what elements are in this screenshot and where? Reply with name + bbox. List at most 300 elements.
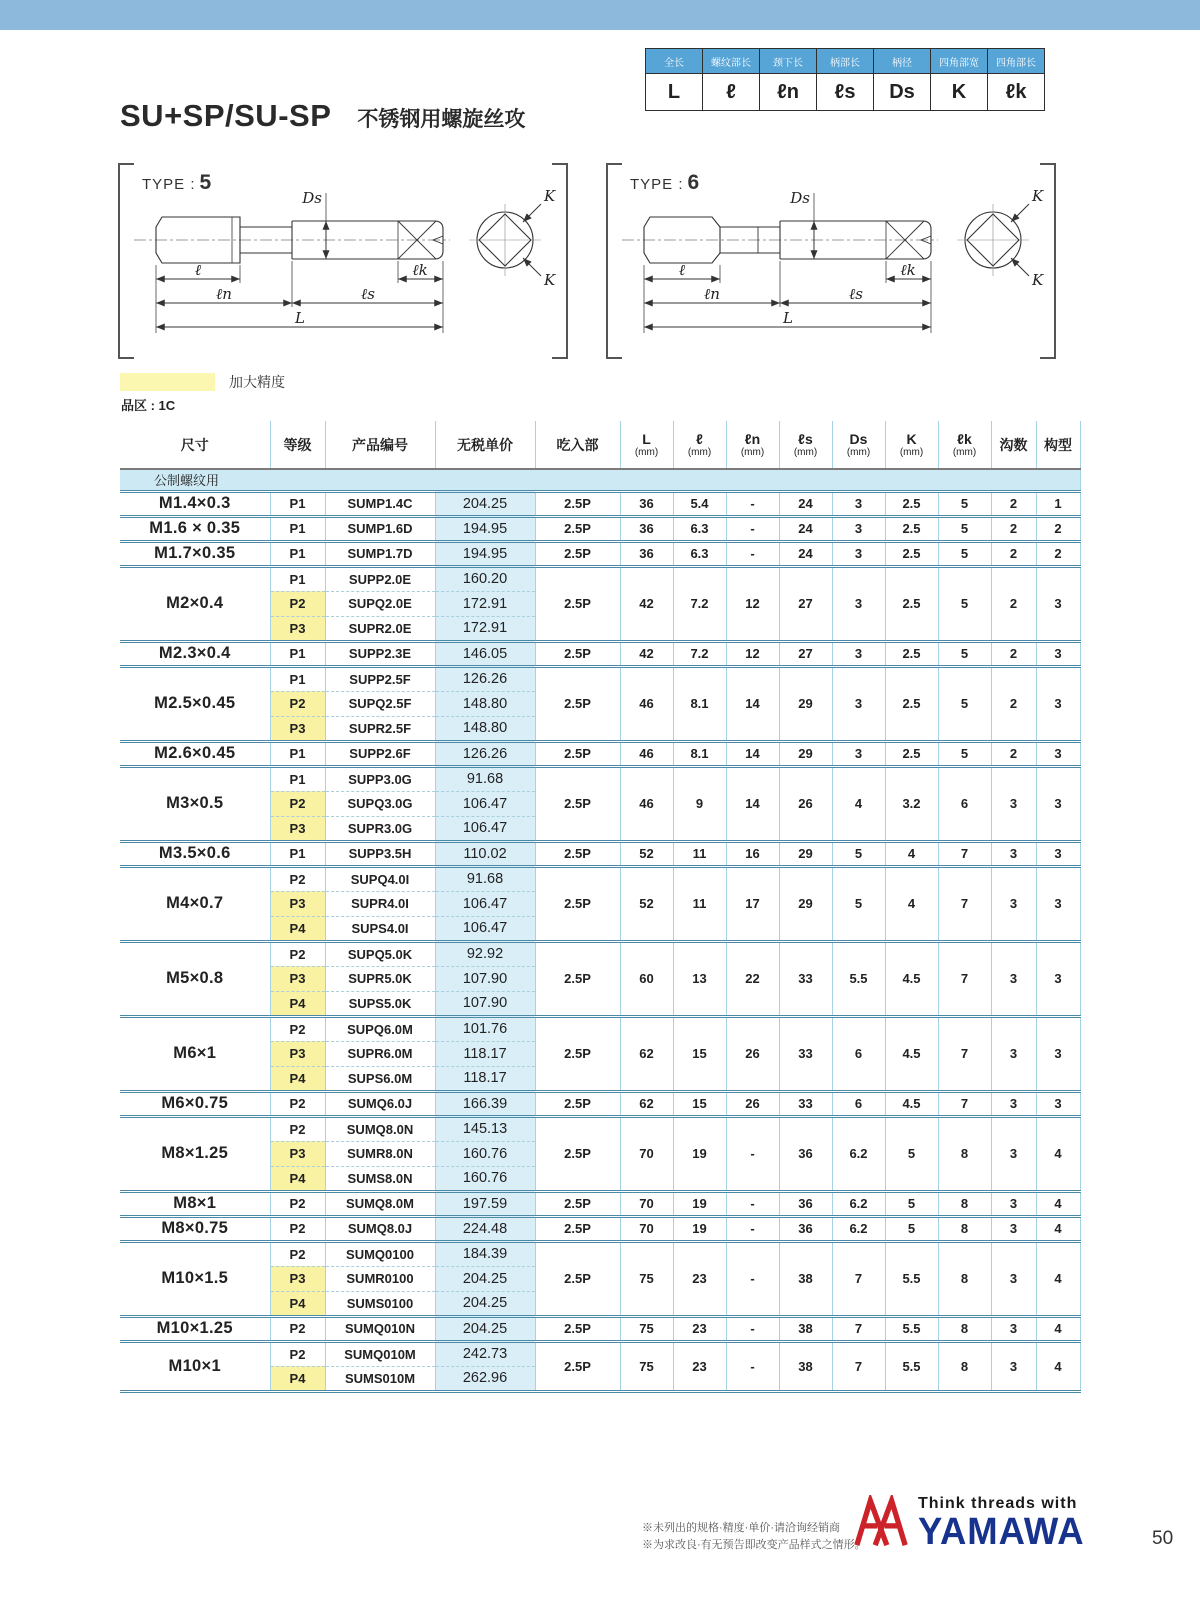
spec-header-label: Ds — [849, 431, 868, 447]
form-cell: 3 — [1036, 741, 1080, 766]
flutes-cell: 3 — [991, 1341, 1036, 1391]
L-cell: 52 — [620, 841, 673, 866]
legend-symbol-cell: ℓs — [817, 74, 874, 111]
ls-cell: 38 — [779, 1241, 832, 1316]
L-cell: 36 — [620, 491, 673, 516]
Ds-cell: 4 — [832, 766, 885, 841]
K-cell: 5.5 — [885, 1241, 938, 1316]
Ds-cell: 3 — [832, 491, 885, 516]
lk-cell: 7 — [938, 1091, 991, 1116]
grade-cell: P1 — [270, 766, 325, 791]
spec-table — [120, 421, 1081, 1393]
size-cell: M8×0.75 — [120, 1216, 270, 1241]
code-cell: SUPP3.0G — [325, 766, 435, 791]
form-cell: 4 — [1036, 1341, 1080, 1391]
K-cell: 3.2 — [885, 766, 938, 841]
code-cell: SUMS0100 — [325, 1291, 435, 1316]
dimension-legend-table — [645, 48, 1045, 111]
flutes-cell: 2 — [991, 491, 1036, 516]
eat-cell: 2.5P — [535, 941, 620, 1016]
K-cell: 5 — [885, 1116, 938, 1191]
size-cell: M3×0.5 — [120, 766, 270, 841]
code-cell: SUPP3.5H — [325, 841, 435, 866]
eat-cell: 2.5P — [535, 1316, 620, 1341]
flutes-cell: 2 — [991, 641, 1036, 666]
form-cell: 3 — [1036, 566, 1080, 641]
spec-table-wrap — [120, 421, 1080, 1393]
ls-cell: 27 — [779, 566, 832, 641]
highlight-legend-label: 加大精度 — [229, 374, 285, 390]
price-cell: 160.76 — [435, 1166, 535, 1191]
K-cell: 5 — [885, 1191, 938, 1216]
Ds-cell: 3 — [832, 541, 885, 566]
L-cell: 70 — [620, 1116, 673, 1191]
flutes-cell: 3 — [991, 766, 1036, 841]
dim-label-K-bottom: K — [544, 271, 556, 289]
eat-cell: 2.5P — [535, 1241, 620, 1316]
spec-header-cell — [270, 421, 325, 469]
size-cell: M1.4×0.3 — [120, 491, 270, 516]
lk-cell: 7 — [938, 866, 991, 941]
lk-cell: 8 — [938, 1341, 991, 1391]
ls-cell: 26 — [779, 766, 832, 841]
spec-header-cell — [938, 421, 991, 469]
grade-cell: P2 — [270, 591, 325, 616]
ls-cell: 29 — [779, 741, 832, 766]
ln-cell: - — [726, 1116, 779, 1191]
code-cell: SUPQ6.0M — [325, 1016, 435, 1041]
code-cell: SUPQ3.0G — [325, 791, 435, 816]
price-cell: 166.39 — [435, 1091, 535, 1116]
code-cell: SUPS4.0I — [325, 916, 435, 941]
Ds-cell: 6 — [832, 1016, 885, 1091]
code-cell: SUPP2.6F — [325, 741, 435, 766]
spec-header-cell — [832, 421, 885, 469]
price-cell: 107.90 — [435, 966, 535, 991]
legend-name-cell: 颈下长 — [760, 49, 817, 74]
code-cell: SUPQ2.5F — [325, 691, 435, 716]
page-subtitle: 不锈钢用螺旋丝攻 — [357, 108, 526, 131]
code-cell: SUMQ8.0M — [325, 1191, 435, 1216]
code-cell: SUPR3.0G — [325, 816, 435, 841]
eat-cell: 2.5P — [535, 1191, 620, 1216]
price-cell: 106.47 — [435, 791, 535, 816]
code-cell: SUPP2.3E — [325, 641, 435, 666]
diagram-type-5 — [118, 163, 568, 355]
K-cell: 5 — [885, 1216, 938, 1241]
dim-label-lk: ℓk — [412, 261, 428, 279]
table-row — [120, 491, 1080, 516]
flutes-cell: 3 — [991, 866, 1036, 941]
l-cell: 9 — [673, 766, 726, 841]
price-cell: 184.39 — [435, 1241, 535, 1266]
Ds-cell: 6.2 — [832, 1191, 885, 1216]
code-cell: SUPS6.0M — [325, 1066, 435, 1091]
L-cell: 75 — [620, 1316, 673, 1341]
size-cell: M8×1 — [120, 1191, 270, 1216]
K-cell: 5.5 — [885, 1316, 938, 1341]
table-row — [120, 1016, 1080, 1041]
page-title: SU+SP/SU-SP — [120, 98, 332, 133]
eat-cell: 2.5P — [535, 491, 620, 516]
eat-cell: 2.5P — [535, 841, 620, 866]
legend-name-cell: 四角部长 — [988, 49, 1045, 74]
lk-cell: 7 — [938, 1016, 991, 1091]
L-cell: 75 — [620, 1241, 673, 1316]
l-cell: 8.1 — [673, 666, 726, 741]
price-cell: 172.91 — [435, 591, 535, 616]
size-cell: M2.3×0.4 — [120, 641, 270, 666]
l-cell: 23 — [673, 1316, 726, 1341]
yamawa-logo-text — [918, 1495, 1092, 1551]
l-cell: 11 — [673, 866, 726, 941]
dim-label-L: L — [295, 309, 305, 327]
spec-header-unit: (mm) — [793, 447, 818, 458]
dim-label-lk: ℓk — [900, 261, 916, 279]
L-cell: 62 — [620, 1091, 673, 1116]
footer-note-2: ※为求改良·有无预告即改变产品样式之情形。 — [642, 1539, 866, 1552]
Ds-cell: 3 — [832, 566, 885, 641]
grade-cell: P3 — [270, 966, 325, 991]
code-cell: SUPP2.0E — [325, 566, 435, 591]
spec-header-label: 沟数 — [999, 436, 1028, 453]
ls-cell: 33 — [779, 941, 832, 1016]
price-cell: 242.73 — [435, 1341, 535, 1366]
lk-cell: 5 — [938, 541, 991, 566]
size-cell: M6×0.75 — [120, 1091, 270, 1116]
grade-cell: P3 — [270, 616, 325, 641]
lk-cell: 5 — [938, 516, 991, 541]
ln-cell: - — [726, 1341, 779, 1391]
grade-cell: P2 — [270, 1216, 325, 1241]
eat-cell: 2.5P — [535, 1016, 620, 1091]
dim-label-K-top: K — [1032, 187, 1044, 205]
spec-header-label: 构型 — [1044, 436, 1072, 453]
ls-cell: 38 — [779, 1341, 832, 1391]
spec-header-label: ℓs — [798, 431, 813, 447]
dim-label-ls: ℓs — [849, 285, 863, 303]
flutes-cell: 2 — [991, 741, 1036, 766]
code-cell: SUMR8.0N — [325, 1141, 435, 1166]
lk-cell: 5 — [938, 741, 991, 766]
grade-cell: P3 — [270, 1141, 325, 1166]
tap-dimension-diagram — [120, 185, 565, 353]
legend-symbol-cell: L — [646, 74, 703, 111]
price-cell: 126.26 — [435, 666, 535, 691]
size-cell: M4×0.7 — [120, 866, 270, 941]
lk-cell: 7 — [938, 841, 991, 866]
ln-cell: 12 — [726, 641, 779, 666]
L-cell: 46 — [620, 666, 673, 741]
spec-header-label: 吃入部 — [556, 436, 599, 453]
size-cell: M1.7×0.35 — [120, 541, 270, 566]
series-code-label: 品区 : 1C — [121, 398, 176, 413]
eat-cell: 2.5P — [535, 1341, 620, 1391]
table-row — [120, 941, 1080, 966]
l-cell: 5.4 — [673, 491, 726, 516]
legend-name-cell: 柄径 — [874, 49, 931, 74]
L-cell: 70 — [620, 1191, 673, 1216]
K-cell: 4.5 — [885, 941, 938, 1016]
code-cell: SUPR5.0K — [325, 966, 435, 991]
K-cell: 2.5 — [885, 666, 938, 741]
K-cell: 2.5 — [885, 641, 938, 666]
price-cell: 204.25 — [435, 1291, 535, 1316]
ls-cell: 36 — [779, 1216, 832, 1241]
grade-cell: P2 — [270, 1016, 325, 1041]
flutes-cell: 3 — [991, 1216, 1036, 1241]
dim-label-ln: ℓn — [704, 285, 720, 303]
L-cell: 42 — [620, 566, 673, 641]
spec-header-label: ℓk — [957, 431, 972, 447]
l-cell: 23 — [673, 1341, 726, 1391]
lk-cell: 5 — [938, 666, 991, 741]
Ds-cell: 5.5 — [832, 941, 885, 1016]
price-cell: 106.47 — [435, 816, 535, 841]
price-cell: 160.76 — [435, 1141, 535, 1166]
table-row — [120, 1341, 1080, 1366]
l-cell: 15 — [673, 1016, 726, 1091]
size-cell: M2.5×0.45 — [120, 666, 270, 741]
grade-cell: P2 — [270, 1241, 325, 1266]
L-cell: 46 — [620, 766, 673, 841]
code-cell: SUMQ0100 — [325, 1241, 435, 1266]
form-cell: 4 — [1036, 1191, 1080, 1216]
table-row — [120, 1216, 1080, 1241]
price-cell: 110.02 — [435, 841, 535, 866]
l-cell: 11 — [673, 841, 726, 866]
flutes-cell: 3 — [991, 1241, 1036, 1316]
eat-cell: 2.5P — [535, 641, 620, 666]
table-row — [120, 841, 1080, 866]
size-cell: M6×1 — [120, 1016, 270, 1091]
form-cell: 2 — [1036, 516, 1080, 541]
code-cell: SUPP2.5F — [325, 666, 435, 691]
footer-notes — [642, 1520, 880, 1554]
lk-cell: 8 — [938, 1116, 991, 1191]
ln-cell: 22 — [726, 941, 779, 1016]
spec-header-unit: (mm) — [687, 447, 712, 458]
legend-name-cell: 螺纹部长 — [703, 49, 760, 74]
L-cell: 52 — [620, 866, 673, 941]
type-label-text: TYPE : — [142, 176, 196, 193]
price-cell: 107.90 — [435, 991, 535, 1016]
form-cell: 3 — [1036, 841, 1080, 866]
l-cell: 19 — [673, 1116, 726, 1191]
grade-cell: P3 — [270, 891, 325, 916]
Ds-cell: 3 — [832, 741, 885, 766]
Ds-cell: 7 — [832, 1341, 885, 1391]
lk-cell: 6 — [938, 766, 991, 841]
form-cell: 4 — [1036, 1116, 1080, 1191]
flutes-cell: 3 — [991, 1091, 1036, 1116]
price-cell: 204.25 — [435, 1316, 535, 1341]
code-cell: SUMP1.7D — [325, 541, 435, 566]
legend-symbol-cell: ℓn — [760, 74, 817, 111]
lk-cell: 8 — [938, 1216, 991, 1241]
dim-label-ls: ℓs — [361, 285, 375, 303]
page-title-block — [120, 98, 525, 134]
l-cell: 19 — [673, 1216, 726, 1241]
ln-cell: - — [726, 1216, 779, 1241]
size-cell: M1.6 × 0.35 — [120, 516, 270, 541]
ls-cell: 29 — [779, 841, 832, 866]
lk-cell: 5 — [938, 491, 991, 516]
code-cell: SUMQ8.0N — [325, 1116, 435, 1141]
spec-header-label: 无税单价 — [457, 436, 513, 453]
dim-label-l: ℓ — [678, 261, 686, 279]
spec-header-cell — [325, 421, 435, 469]
price-cell: 148.80 — [435, 691, 535, 716]
l-cell: 6.3 — [673, 516, 726, 541]
price-cell: 197.59 — [435, 1191, 535, 1216]
spec-header-label: L — [642, 431, 651, 447]
dim-label-ds: Ds — [302, 189, 322, 207]
code-cell: SUPQ5.0K — [325, 941, 435, 966]
table-row — [120, 566, 1080, 591]
table-row — [120, 1091, 1080, 1116]
size-cell: M10×1.25 — [120, 1316, 270, 1341]
L-cell: 75 — [620, 1341, 673, 1391]
dim-label-l: ℓ — [194, 261, 202, 279]
L-cell: 36 — [620, 516, 673, 541]
table-row — [120, 866, 1080, 891]
size-cell: M5×0.8 — [120, 941, 270, 1016]
brand-name: YAMAWA — [918, 1511, 1085, 1553]
dim-label-K-bottom: K — [1032, 271, 1044, 289]
spec-header-cell — [779, 421, 832, 469]
spec-header-unit: (mm) — [846, 447, 871, 458]
legend-name-cell: 全长 — [646, 49, 703, 74]
form-cell: 3 — [1036, 866, 1080, 941]
form-cell: 4 — [1036, 1216, 1080, 1241]
code-cell: SUMR0100 — [325, 1266, 435, 1291]
legend-symbol-cell: K — [931, 74, 988, 111]
spec-header-label: K — [906, 431, 917, 447]
price-cell: 101.76 — [435, 1016, 535, 1041]
K-cell: 2.5 — [885, 516, 938, 541]
spec-header-cell — [1036, 421, 1080, 469]
L-cell: 60 — [620, 941, 673, 1016]
flutes-cell: 3 — [991, 1016, 1036, 1091]
l-cell: 15 — [673, 1091, 726, 1116]
K-cell: 2.5 — [885, 491, 938, 516]
eat-cell: 2.5P — [535, 741, 620, 766]
ln-cell: - — [726, 516, 779, 541]
spec-header-cell — [620, 421, 673, 469]
L-cell: 46 — [620, 741, 673, 766]
form-cell: 2 — [1036, 541, 1080, 566]
price-cell: 224.48 — [435, 1216, 535, 1241]
price-cell: 204.25 — [435, 491, 535, 516]
flutes-cell: 3 — [991, 841, 1036, 866]
legend-name-cell: 柄部长 — [817, 49, 874, 74]
eat-cell: 2.5P — [535, 766, 620, 841]
ln-cell: - — [726, 1191, 779, 1216]
dim-label-K-top: K — [544, 187, 556, 205]
ln-cell: 14 — [726, 666, 779, 741]
K-cell: 2.5 — [885, 741, 938, 766]
l-cell: 23 — [673, 1241, 726, 1316]
spec-header-cell — [991, 421, 1036, 469]
lk-cell: 5 — [938, 566, 991, 641]
legend-symbol-cell: Ds — [874, 74, 931, 111]
legend-symbol-row — [646, 74, 1045, 111]
ln-cell: 26 — [726, 1016, 779, 1091]
highlight-legend-swatch — [120, 373, 215, 391]
grade-cell: P3 — [270, 1041, 325, 1066]
highlight-legend — [120, 372, 285, 392]
spec-header-unit: (mm) — [899, 447, 924, 458]
code-cell: SUPR2.0E — [325, 616, 435, 641]
ls-cell: 24 — [779, 516, 832, 541]
size-cell: M3.5×0.6 — [120, 841, 270, 866]
legend-name-cell: 四角部宽 — [931, 49, 988, 74]
code-cell: SUPQ4.0I — [325, 866, 435, 891]
form-cell: 4 — [1036, 1316, 1080, 1341]
spec-header-cell — [726, 421, 779, 469]
ln-cell: 16 — [726, 841, 779, 866]
price-cell: 126.26 — [435, 741, 535, 766]
tap-dimension-diagram — [608, 185, 1053, 353]
spec-header-row — [120, 421, 1080, 469]
spec-header-cell — [120, 421, 270, 469]
price-cell: 194.95 — [435, 541, 535, 566]
legend-symbol-cell: ℓk — [988, 74, 1045, 111]
grade-cell: P4 — [270, 1066, 325, 1091]
grade-cell: P2 — [270, 866, 325, 891]
size-cell: M10×1.5 — [120, 1241, 270, 1316]
ls-cell: 24 — [779, 541, 832, 566]
spec-header-unit: (mm) — [634, 447, 659, 458]
spec-header-label: 产品编号 — [352, 436, 408, 453]
ls-cell: 36 — [779, 1191, 832, 1216]
form-cell: 3 — [1036, 1016, 1080, 1091]
Ds-cell: 3 — [832, 666, 885, 741]
ls-cell: 29 — [779, 866, 832, 941]
price-cell: 92.92 — [435, 941, 535, 966]
grade-cell: P1 — [270, 841, 325, 866]
size-cell: M8×1.25 — [120, 1116, 270, 1191]
ln-cell: - — [726, 491, 779, 516]
Ds-cell: 5 — [832, 841, 885, 866]
grade-cell: P1 — [270, 491, 325, 516]
table-row — [120, 541, 1080, 566]
l-cell: 8.1 — [673, 741, 726, 766]
price-cell: 146.05 — [435, 641, 535, 666]
ls-cell: 33 — [779, 1091, 832, 1116]
code-cell: SUPR2.5F — [325, 716, 435, 741]
K-cell: 4.5 — [885, 1016, 938, 1091]
ln-cell: 26 — [726, 1091, 779, 1116]
eat-cell: 2.5P — [535, 866, 620, 941]
lk-cell: 7 — [938, 941, 991, 1016]
L-cell: 70 — [620, 1216, 673, 1241]
price-cell: 145.13 — [435, 1116, 535, 1141]
form-cell: 3 — [1036, 641, 1080, 666]
lk-cell: 8 — [938, 1316, 991, 1341]
Ds-cell: 3 — [832, 516, 885, 541]
ln-cell: 12 — [726, 566, 779, 641]
lk-cell: 8 — [938, 1191, 991, 1216]
grade-cell: P2 — [270, 1091, 325, 1116]
section-row — [120, 469, 1080, 491]
Ds-cell: 6.2 — [832, 1216, 885, 1241]
spec-header-label: ℓ — [696, 431, 703, 447]
spec-header-cell — [435, 421, 535, 469]
Ds-cell: 7 — [832, 1316, 885, 1341]
section-label: 公制螺纹用 — [120, 469, 1080, 491]
